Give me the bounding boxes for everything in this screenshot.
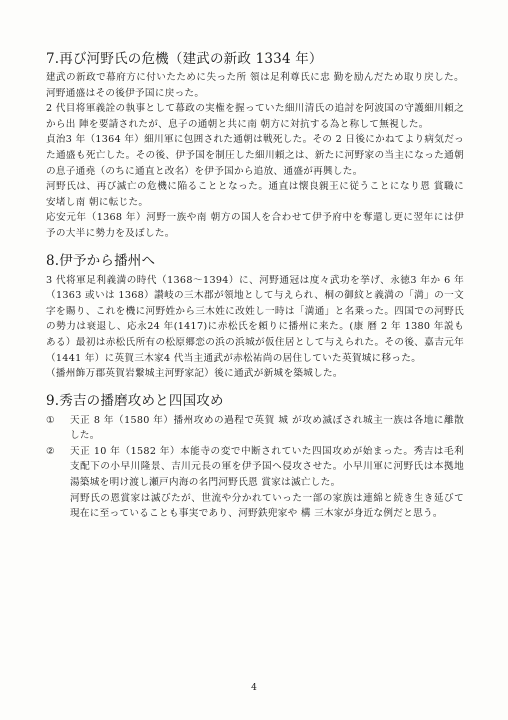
paragraph: 河野氏は、再び滅亡の危機に陥ることとなった。通直は懐良親王に従うことになり恩 賞職に安堵し南 朝に転じた。 [46, 181, 464, 208]
list-item [46, 413, 464, 444]
list-item-extra-text: 河野氏の恩賞家は滅びたが、世流や分かれていった一部の家族は連綿と続き生き延びて現在に至っていることも事実であり、河野鉄兜家や 構 三木家が身近な例だと思う。 [70, 492, 464, 520]
list-item-number: ② [46, 445, 55, 457]
section-heading-7: 7.再び河野氏の危機（建武の新政 1334 年） [46, 51, 323, 67]
section-heading-9: 9.秀吉の播磨攻めと四国攻め [46, 392, 224, 409]
page-content [46, 50, 464, 522]
list-item-text: 天正 8 年（1580 年）播州攻めの過程で英賀 城 が攻め滅ぼされ城主一族は各地に離散した。 [70, 414, 464, 442]
page-number: 4 [251, 683, 257, 693]
list-item-number: ① [46, 414, 55, 426]
list-item [46, 444, 464, 522]
numbered-list [46, 413, 464, 522]
paragraph: （播州飾万郡英賀岩繋城主河野家記）後に通武が新城を築城した。 [46, 368, 343, 380]
section-heading-8: 8.伊予から播州へ [46, 252, 156, 269]
paragraph: 3 代将軍足利義満の時代（1368～1394）に、河野通冠は度々武功を挙げ、永徳3 年か 6 年（1363 或いは 1368）讃岐の三木郡が領地として与えられ、桐の御紋と義満の「満」の一文字を賜り、これを機に河野姓から三木姓に改姓し一時は「満通」と名乗った。四国での河野氏の勢力は衰退し、応永24 年(1417)に赤松氏を頼りに播州に来た。(康 暦 2 年 1380 年説もある）最初は赤松氏所有の松原郷恋の浜の浜城が仮住居として与えられた。その後、嘉吉元年（1441 年）に英賀三木家4 代当主通武が赤松祐尚の居住していた英賀城に移った。 [46, 274, 464, 364]
paragraph: 貞治3 年（1364 年）細川軍に包囲された通朝は戦死した。その 2 日後にかねてより病気だった通盛も死亡した。その後、伊予国を制圧した細川頼之は、新たに河野家の当主になった通朝の息子通堯（のちに通直と改名）を伊予国から追放、通盛が再興した。 [46, 134, 464, 177]
paragraph: 2 代目将軍義詮の執事として幕政の実権を握っていた細川清氏の追討を阿波国の守護細川頼之から出 陣を要請されたが、息子の通朝と共に南 朝方に対抗する為と称して無視した。 [46, 103, 464, 130]
list-item-text: 天正 10 年（1582 年）本能寺の変で中断されていた四国攻めが始まった。秀吉は毛利支配下の小早川隆景、吉川元長の軍を伊予国へ侵攻させた。小早川軍に河野氏は本拠地湯築城を明け渡し瀬戸内海の名門河野氏恩 賞家は滅亡した。 [70, 445, 464, 489]
paragraph: 応安元年（1368 年）河野一族や南 朝方の国人を合わせて伊予府中を奪還し更に翌年には伊予の大半に勢力を及ぼした。 [46, 212, 464, 239]
paragraph: 建武の新政で幕府方に付いたために失った所 領は足利尊氏に忠 勤を励んだため取り戻した。河野通盛はその後伊予国に戻った。 [46, 72, 464, 99]
